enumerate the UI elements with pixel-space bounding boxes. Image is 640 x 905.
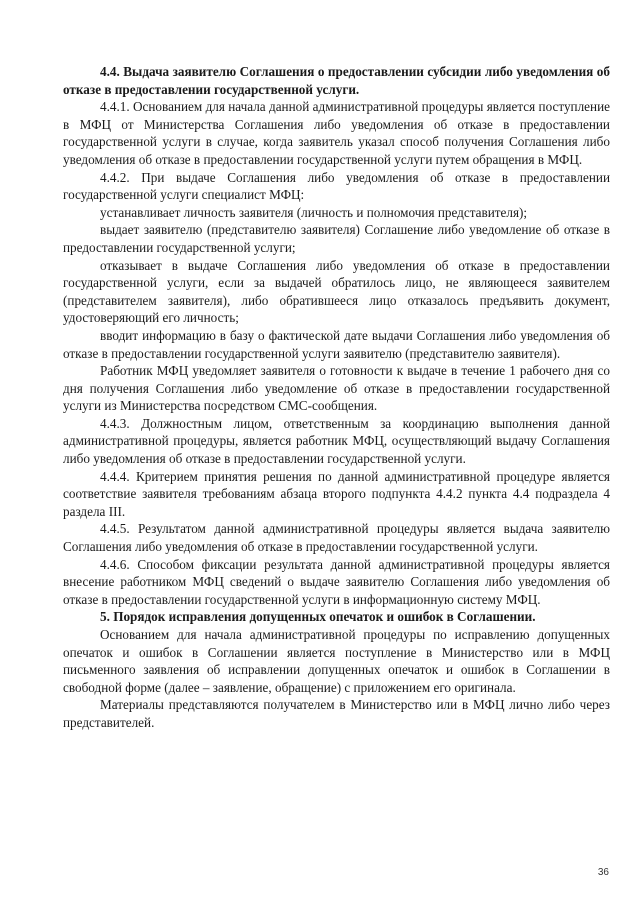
paragraph-sms-notification: Работник МФЦ уведомляет заявителя о готовности к выдаче в течение 1 рабочего дня со дня получения Соглашения либо уведомление об отказе в предоставлении государственной услуги из Министерства посредством СМС-сообщения. [63, 363, 610, 414]
paragraph-4-4-4: 4.4.4. Критерием принятия решения по данной административной процедуре является соответствие заявителя требованиям абзаца второго подпункта 4.4.2 пункта 4.4 подраздела 4 раздела III. [63, 468, 610, 519]
paragraph-4-4-3: 4.4.3. Должностным лицом, ответственным за координацию выполнения данной административной процедуры, является работник МФЦ, осуществляющий выдачу Соглашения либо уведомления об отказе в предоставлении государственной услуги. [63, 415, 610, 467]
paragraph-4-4-2: 4.4.2. При выдаче Соглашения либо уведомления об отказе в предоставлении государственной услуги специалист МФЦ: [63, 169, 610, 203]
list-item-issue-agreement: выдает заявителю (представителю заявителя) Соглашение либо уведомление об отказе в предоставлении государственной услуги; [63, 222, 610, 255]
section-5-heading: 5. Порядок исправления допущенных опечаток и ошибок в Соглашении. [100, 609, 536, 625]
section-4-4-heading: 4.4. Выдача заявителю Соглашения о предоставлении субсидии либо уведомления об отказе в предоставлении государственной услуги. [63, 64, 610, 97]
paragraph-5-basis: Основанием для начала административной процедуры по исправлению допущенных опечаток и ошибок в Соглашении является поступление в Министерство или в МФЦ письменного заявления об исправлении допущенных опечаток и ошибок в Соглашении в свободной форме (далее – заявление, обращение) с приложением его оригинала. [63, 627, 610, 695]
paragraph-4-4-1: 4.4.1. Основанием для начала данной административной процедуры является поступление в МФЦ от Министерства Соглашения либо уведомления об отказе в предоставлении государственной услуги в случае, когда заявитель указал способ получения Соглашения либо уведомления об отказе в предоставлении государственной услуги путем обращения в МФЦ. [63, 99, 610, 167]
paragraph-5-materials: Материалы представляются получателем в Министерство или в МФЦ лично либо через представителей. [63, 697, 610, 730]
page-number: 36 [597, 867, 609, 878]
list-item-refuse-issue: отказывает в выдаче Соглашения либо уведомления об отказе в предоставлении государственной услуги, если за выдачей обратилось лицо, не являющееся заявителем (представителем заявителя), либо обратившееся лицо отказалось предъявить документ, удостоверяющий его личность; [63, 257, 610, 326]
paragraph-4-4-5: 4.4.5. Результатом данной административной процедуры является выдача заявителю Соглашения либо уведомления об отказе в предоставлении государственной услуги. [63, 521, 610, 555]
paragraph-4-4-6: 4.4.6. Способом фиксации результата данной административной процедуры является внесение работником МФЦ сведений о выдаче заявителю Соглашения либо уведомления об отказе в предоставлении государственной услуги в информационную систему МФЦ. [63, 556, 610, 607]
list-item-enter-information: вводит информацию в базу о фактической дате выдачи Соглашения либо уведомления об отказе в предоставлении государственной услуги заявителю (представителю заявителя). [63, 327, 610, 361]
page-body [63, 63, 610, 732]
list-item-establish-identity: устанавливает личность заявителя (личность и полномочия представителя); [100, 204, 528, 220]
